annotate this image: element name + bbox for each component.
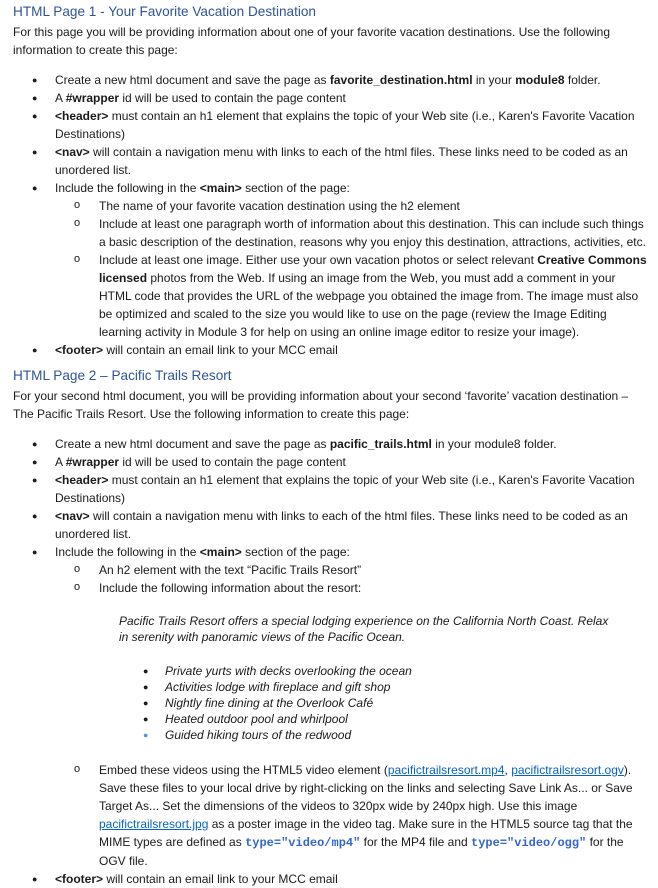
ogg-mime-code: type="video/ogg" — [471, 836, 587, 850]
resort-features-list — [119, 663, 610, 743]
resort-paragraph: Pacific Trails Resort offers a special lodging experience on the California North Coast. Relax in serenity with panoramic views of the Pacific Ocean. — [119, 614, 609, 644]
page2-heading: HTML Page 2 – Pacific Trails Resort — [13, 368, 232, 383]
mp4-video-link[interactable]: pacifictrailsresort.mp4 — [387, 763, 505, 777]
page1-requirements-list — [13, 71, 650, 359]
page1-intro: For this page you will be providing information about one of your favorite vacation destinations. Use the following information to create this page: — [13, 25, 611, 57]
list-item: ● Include the following in the <main> section of the page: o An h2 element with the text “Pacific Trails Resort” o Include the following information about the resort: Pacific Trails Resort offers a special lodging experience on the California North Coast. Relax in serenity with panoramic views of the Pacific Ocean. ● Private yurts with decks overlooking the ocean ● Activities lodge with fireplace and gift shop ● Nightly fine dining at the Overlook Café ● Heated outdoor pool and whirlpool ● Guided hiking tours of the redwood o Embed these videos using the HTML5 video element (pacifictrailsresort.mp4, pacifictrailsresort.ogv). Save these files to your local drive by right-clicking on the links and selecting Save Link As... or Save Target As... Set the dimensions of the videos to 320px wide by 240px high. Use this image pacifictrailsresort.jpg as a poster image in the video tag. Make sure in the HTML5 source tag that the MIME types are defined as type="video/mp4" for the MP4 file and type="video/ogg" for the OGV file. — [29, 543, 650, 870]
feature-item: ● Guided hiking tours of the redwood — [141, 727, 610, 743]
list-item: ● <footer> will contain an email link to your MCC email — [29, 870, 650, 888]
sub-list-item: o Embed these videos using the HTML5 video element (pacifictrailsresort.mp4, pacifictrailsresort.ogv). Save these files to your local drive by right-clicking on the links and selecting Save Link As... or Save Target As... Set the dimensions of the videos to 320px wide by 240px high. Use this image pacifictrailsresort.jpg as a poster image in the video tag. Make sure in the HTML5 source tag that the MIME types are defined as type="video/mp4" for the MP4 file and type="video/ogg" for the OGV file. — [73, 761, 650, 870]
list-item: ● Create a new html document and save the page as pacific_trails.html in your module8 folder. — [29, 435, 650, 453]
list-item: ● A #wrapper id will be used to contain the page content — [29, 89, 650, 107]
page1-heading: HTML Page 1 - Your Favorite Vacation Destination — [13, 4, 316, 19]
mp4-mime-code: type="video/mp4" — [245, 836, 361, 850]
sub-list-item: o Include at least one image. Either use your own vacation photos or select relevant Creative Commons licensed photos from the Web. If using an image from the Web, you must add a comment in your HTML code that provides the URL of the webpage you obtained the image from. The image must also be optimized and scaled to the size you would like to use on the page (review the Image Editing learning activity in Module 3 for help on using an online image editor to resize your image). — [73, 251, 650, 341]
page2-intro: For your second html document, you will be providing information about your second ‘favorite’ vacation destination – The Pacific Trails Resort. Use the following information to create this page: — [13, 389, 629, 421]
ogv-video-link[interactable]: pacifictrailsresort.ogv — [511, 763, 624, 777]
list-item: ● <header> must contain an h1 element that explains the topic of your Web site (i.e., Karen's Favorite Vacation Destinations) — [29, 471, 650, 507]
sub-list-item: o Include the following information about the resort: Pacific Trails Resort offers a special lodging experience on the California North Coast. Relax in serenity with panoramic views of the Pacific Ocean. ● Private yurts with decks overlooking the ocean ● Activities lodge with fireplace and gift shop ● Nightly fine dining at the Overlook Café ● Heated outdoor pool and whirlpool ● Guided hiking tours of the redwood — [73, 579, 650, 743]
page2-requirements-list — [13, 435, 650, 888]
poster-image-link[interactable]: pacifictrailsresort.jpg — [99, 817, 209, 831]
feature-item: ● Heated outdoor pool and whirlpool — [141, 711, 610, 727]
page2-main-sublist — [55, 561, 650, 870]
page1-main-sublist — [55, 197, 650, 341]
feature-item: ● Activities lodge with fireplace and gift shop — [141, 679, 610, 695]
feature-item: ● Nightly fine dining at the Overlook Café — [141, 695, 610, 711]
sub-list-item: o The name of your favorite vacation destination using the h2 element — [73, 197, 650, 215]
resort-description — [119, 613, 610, 743]
list-item: ● <footer> will contain an email link to your MCC email — [29, 341, 650, 359]
list-item: ● Include the following in the <main> section of the page: o The name of your favorite vacation destination using the h2 element o Include at least one paragraph worth of information about this destination. This can include such things a basic description of the destination, reasons why you enjoy this destination, attractions, activities, etc. o Include at least one image. Either use your own vacation photos or select relevant Creative Commons licensed photos from the Web. If using an image from the Web, you must add a comment in your HTML code that provides the URL of the webpage you obtained the image from. The image must also be optimized and scaled to the size you would like to use on the page (review the Image Editing learning activity in Module 3 for help on using an online image editor to resize your image). — [29, 179, 650, 341]
list-item: ● <header> must contain an h1 element that explains the topic of your Web site (i.e., Karen's Favorite Vacation Destinations) — [29, 107, 650, 143]
list-item: ● <nav> will contain a navigation menu with links to each of the html files. These links need to be coded as an unordered list. — [29, 143, 650, 179]
sub-list-item: o An h2 element with the text “Pacific Trails Resort” — [73, 561, 650, 579]
sub-list-item: o Include at least one paragraph worth of information about this destination. This can include such things a basic description of the destination, reasons why you enjoy this destination, attractions, activities, etc. — [73, 215, 650, 251]
section-gap — [13, 359, 650, 368]
list-item: ● A #wrapper id will be used to contain the page content — [29, 453, 650, 471]
feature-item: ● Private yurts with decks overlooking the ocean — [141, 663, 610, 679]
list-item: ● <nav> will contain a navigation menu with links to each of the html files. These links need to be coded as an unordered list. — [29, 507, 650, 543]
list-item: ● Create a new html document and save the page as favorite_destination.html in your module8 folder. — [29, 71, 650, 89]
